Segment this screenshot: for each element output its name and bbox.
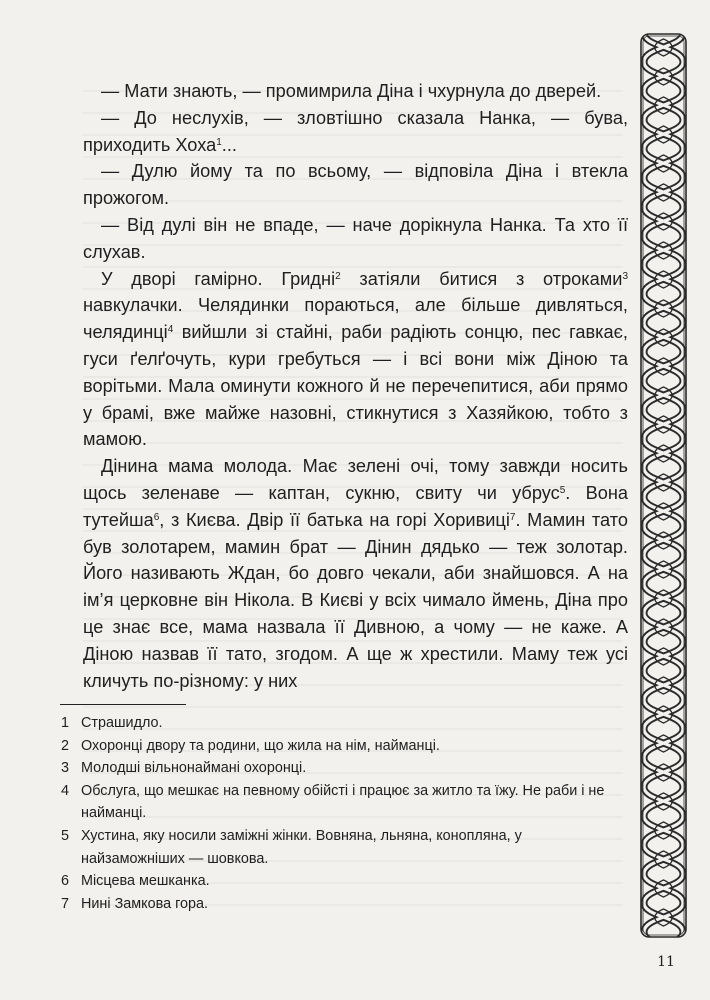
footnote-ref: 3 — [622, 270, 628, 282]
footnote-item: 1 Страшидло. — [61, 715, 163, 731]
footnote-ref: 1 — [216, 136, 222, 148]
footnote-ref: 2 — [335, 270, 341, 282]
paragraph-1: — Мати знають, — промимрила Діна і чхурнула до дверей. — [101, 81, 602, 101]
footnote-ref: 7 — [509, 511, 516, 523]
paragraph-4: — Від дулі він не впаде, — наче дорікнула Нанка. Та хто її слухав. — [83, 214, 628, 262]
footnote-item: 6 Місцева мешканка. — [61, 873, 210, 890]
footnote-item: 5 Хустина, яку носили заміжні жінки. Вовняна, льняна, конопляна, у найзаможніших — шовкова. — [61, 827, 522, 867]
footnotes — [61, 712, 626, 915]
footnote-item: 2 Охоронці двору та родини, що жила на нім, найманці. — [61, 737, 440, 754]
footnote-item: 4 Обслуга, що мешкає на певному обійсті і працює за житло та їжу. Не раби і не найманці. — [61, 782, 605, 822]
celtic-knot-border — [640, 33, 687, 938]
footnote-item: 3 Молодші вільнонаймані охоронці. — [61, 760, 307, 777]
footnote-ref: 6 — [153, 511, 160, 523]
page-number: 11 — [657, 954, 675, 970]
main-text — [83, 78, 628, 694]
footnote-divider — [60, 704, 186, 705]
footnote-ref: 4 — [167, 324, 174, 336]
footnote-ref: 5 — [559, 484, 566, 496]
paragraph-2: — До неслухів, — зловтішно сказала Нанка, — бува, приходить Хоха$^1$... — [83, 107, 628, 155]
paragraph-3: — Дулю йому та по всьому, — відповіла Діна і втекла прожогом. — [83, 161, 628, 209]
paragraph-5: У дворі гамірно. Гридні$^2$ затіяли битися з отроками$^3$ навкулачки. Челядинки пораються, але більше дивляться, челядинці$^4$ вийшли зі стайні, раби радіють сонцю, пес гавкає, гуси ґелґочуть, кури гребуться — і всі вони між Діною та ворітьми. Мала оминути кожного й не перечепитися, аби прямо у брамі, вже майже назовні, стикнутися з Хазяйкою, тобто з мамою. — [83, 268, 628, 450]
paragraph-6: Дінина мама молода. Має зелені очі, тому завжди носить щось зеленаве — каптан, сукню, свиту чи убрус$^5$. Вона тутейша$^6$, з Києва. Двір її батька на горі Хоривиці$^7$. Мамин тато був золотарем, мамин брат — Дінин дядько — теж золотар. Його називають Ждан, бо довго чекали, аби знайшовся. А на ім’я церковне він Нікола. В Києві у всіх чимало ймень, Діна про це знає все, мама назвала її Дивною, а чому — не каже. А Діною назвав її тато, згодом. А ще ж хрестили. Маму теж усі кличуть по-різному: у них — [83, 456, 629, 691]
footnote-item: 7 Нині Замкова гора. — [61, 895, 209, 912]
